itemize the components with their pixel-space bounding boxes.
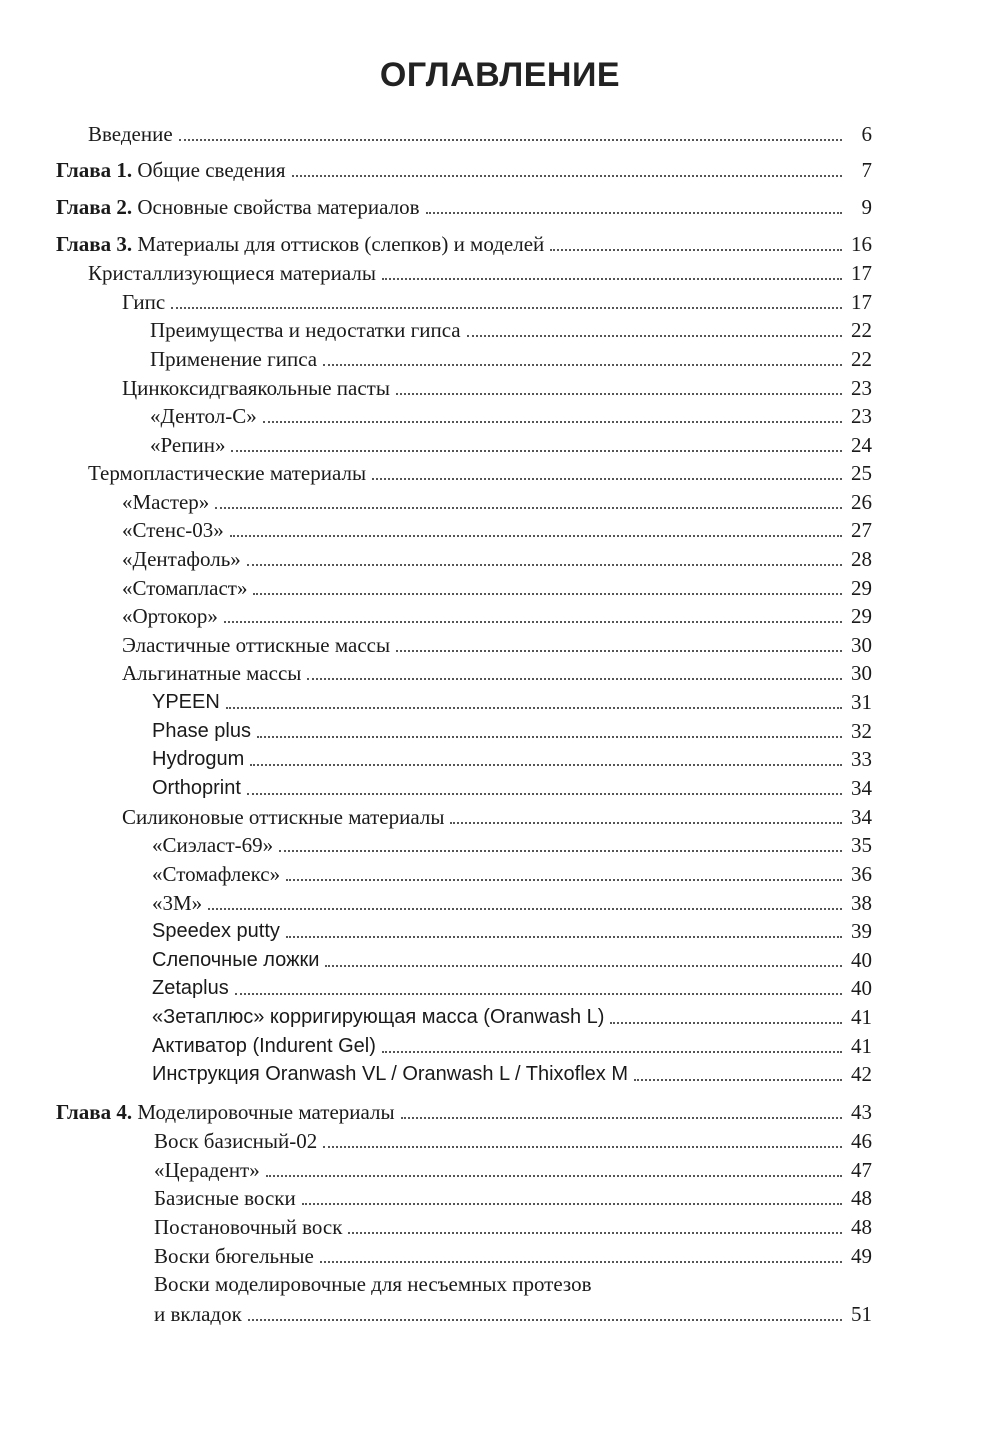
dot-leader (263, 421, 842, 423)
toc-entry[interactable] (122, 600, 872, 628)
toc-entry-page: 23 (851, 404, 872, 428)
toc-entry-title: Материалы для оттисков (слепков) и моделей (137, 232, 545, 256)
toc-entry-title: «Мастер» (122, 490, 210, 514)
toc-entry-title: Введение (88, 122, 173, 146)
toc-entry-title: Общие сведения (137, 158, 286, 182)
dot-leader (302, 1203, 842, 1205)
toc-entry-page: 22 (851, 347, 872, 371)
dot-leader (467, 335, 842, 337)
toc-entry-page: 23 (851, 376, 872, 400)
toc-entry-title: Гипс (122, 290, 166, 314)
toc-entry-title: Альгинатные массы (122, 661, 302, 685)
toc-entry-page: 28 (851, 547, 872, 571)
toc-entry-page: 51 (851, 1302, 872, 1326)
toc-entry[interactable] (154, 1240, 872, 1268)
dot-leader (247, 564, 842, 566)
dot-leader (224, 621, 842, 623)
toc-entry[interactable] (152, 944, 872, 972)
dot-leader (286, 936, 842, 938)
dot-leader (266, 1175, 842, 1177)
toc-entry[interactable] (152, 1058, 872, 1086)
toc-entry-title: Активатор (Indurent Gel) (152, 1035, 376, 1057)
toc-entry-page: 25 (851, 461, 872, 485)
toc-entry-title: «Дентол-С» (150, 404, 257, 428)
dot-leader (550, 249, 842, 251)
dot-leader (231, 450, 842, 452)
chapter-label: Глава 2. (56, 195, 133, 219)
toc-entry[interactable] (122, 801, 872, 829)
toc-entry-title: Моделировочные материалы (137, 1100, 395, 1124)
dot-leader (171, 307, 842, 309)
toc-entry-page: 30 (851, 633, 872, 657)
toc-entry[interactable] (122, 543, 872, 571)
toc-entry-title: и вкладок (154, 1302, 242, 1326)
toc-entry[interactable] (152, 715, 872, 743)
toc-entry-page: 22 (851, 318, 872, 342)
dot-leader (396, 650, 842, 652)
toc-entry[interactable] (150, 314, 872, 342)
toc-entry-title: Hydrogum (152, 748, 245, 770)
toc-entry[interactable] (122, 572, 872, 600)
dot-leader (226, 707, 842, 709)
dot-leader (257, 736, 842, 738)
toc-entry-page: 40 (851, 948, 872, 972)
dot-leader (348, 1232, 842, 1234)
toc-entry[interactable] (152, 743, 872, 771)
toc-entry-page: 36 (851, 862, 872, 886)
toc-entry-title: «Репин» (150, 433, 226, 457)
dot-leader (307, 678, 842, 680)
toc-entry-title: Speedex putty (152, 920, 280, 942)
toc-entry-chapter-4[interactable] (56, 1096, 872, 1124)
toc-entry-page: 32 (851, 719, 872, 743)
toc-entry-page: 39 (851, 919, 872, 943)
toc-entry-page: 31 (851, 690, 872, 714)
toc-entry-title: Эластичные оттискные массы (122, 633, 391, 657)
toc-entry-title: Orthoprint (152, 777, 241, 799)
dot-leader (250, 764, 842, 766)
toc-entry-title: Базисные воски (154, 1186, 296, 1210)
toc-entry-title: Воск базисный-02 (154, 1129, 318, 1153)
toc-entry[interactable] (152, 686, 872, 714)
toc-entry[interactable] (152, 887, 872, 915)
toc-entry-title: Термопластические материалы (88, 461, 367, 485)
dot-leader (323, 364, 842, 366)
toc-entry-page: 47 (851, 1158, 872, 1182)
toc-entry-title: «Стомафлекс» (152, 862, 281, 886)
dot-leader (279, 850, 842, 852)
toc-entry-page: 17 (851, 290, 872, 314)
toc-entry[interactable] (122, 629, 872, 657)
dot-leader (323, 1146, 842, 1148)
toc-entry-page: 29 (851, 604, 872, 628)
toc-entry[interactable] (122, 657, 872, 685)
toc-entry-page: 46 (851, 1129, 872, 1153)
dot-leader (320, 1261, 842, 1263)
toc-entry-page: 43 (851, 1100, 872, 1124)
toc-entry[interactable] (154, 1154, 872, 1182)
toc-entry[interactable] (150, 429, 872, 457)
dot-leader (208, 908, 842, 910)
toc-entry[interactable] (152, 1030, 872, 1058)
dot-leader (179, 139, 842, 141)
toc-entry[interactable] (154, 1298, 872, 1326)
dot-leader (426, 212, 842, 214)
toc-entry[interactable] (122, 372, 872, 400)
toc-entry-page: 41 (851, 1034, 872, 1058)
dot-leader (292, 175, 842, 177)
toc-entry-title: «Ортокор» (122, 604, 218, 628)
toc-entry-title: YPEEN (152, 691, 220, 713)
toc-entry-page: 26 (851, 490, 872, 514)
toc-entry-first-line[interactable]: Воски моделировочные для несъемных протезов (154, 1272, 592, 1296)
toc-entry-title: Цинкоксидгваякольные пасты (122, 376, 390, 400)
dot-leader (286, 879, 842, 881)
toc-entry-page: 41 (851, 1005, 872, 1029)
toc-entry-title: Применение гипса (150, 347, 318, 371)
dot-leader (253, 593, 842, 595)
toc-entry-title: «Зетаплюс» корригирующая масса (Oranwash L) (152, 1006, 605, 1028)
toc-entry-page: 35 (851, 833, 872, 857)
dot-leader (248, 1319, 842, 1321)
dot-leader (325, 965, 842, 967)
page-title: ОГЛАВЛЕНИЕ (379, 56, 621, 94)
toc-entry-chapter-3[interactable] (56, 228, 872, 256)
dot-leader (401, 1117, 842, 1119)
dot-leader (396, 393, 842, 395)
toc-entry-page: 29 (851, 576, 872, 600)
toc-entry-page: 34 (851, 805, 872, 829)
chapter-label: Глава 1. (56, 158, 133, 182)
toc-entry-title: Phase plus (152, 720, 251, 742)
toc-entry-title: Zetaplus (152, 977, 229, 999)
toc-entry[interactable] (154, 1125, 872, 1153)
toc-entry[interactable] (88, 457, 872, 485)
toc-entry-title: «Сиэласт-69» (152, 833, 274, 857)
toc-entry-chapter-2[interactable] (56, 191, 872, 219)
dot-leader (230, 535, 842, 537)
toc-entry-title: «3M» (152, 891, 203, 915)
toc-entry-page: 34 (851, 776, 872, 800)
toc-entry-title: Кристаллизующиеся материалы (88, 261, 376, 285)
toc-entry-page: 17 (851, 261, 872, 285)
toc-entry[interactable] (122, 286, 872, 314)
dot-leader (215, 507, 842, 509)
toc-entry-page: 6 (861, 122, 872, 146)
toc-entry-page: 49 (851, 1244, 872, 1268)
toc-entry-page: 24 (851, 433, 872, 457)
dot-leader (235, 993, 842, 995)
toc-entry-title: Инструкция Oranwash VL / Oranwash L / Thixoflex M (152, 1063, 628, 1085)
toc-entry[interactable] (122, 486, 872, 514)
toc-entry[interactable] (152, 972, 872, 1000)
toc-entry-title: Воски бюгельные (154, 1244, 314, 1268)
toc-entry[interactable] (154, 1182, 872, 1210)
toc-entry[interactable] (150, 343, 872, 371)
dot-leader (610, 1022, 842, 1024)
toc-entry-title: Силиконовые оттискные материалы (122, 805, 445, 829)
toc-entry[interactable] (88, 257, 872, 285)
toc-entry-title: Основные свойства материалов (137, 195, 420, 219)
toc-entry-page: 16 (851, 232, 872, 256)
toc-entry-page: 27 (851, 518, 872, 542)
toc-entry[interactable] (150, 400, 872, 428)
toc-entry-page: 30 (851, 661, 872, 685)
toc-entry-title: Постановочный воск (154, 1215, 343, 1239)
toc-entry[interactable] (154, 1211, 872, 1239)
dot-leader (372, 478, 842, 480)
toc-entry-title: «Стенс-03» (122, 518, 224, 542)
toc-entry[interactable] (152, 1001, 872, 1029)
chapter-label: Глава 3. (56, 232, 133, 256)
toc-entry[interactable] (152, 915, 872, 943)
dot-leader (382, 1051, 842, 1053)
toc-entry-title: «Стомапласт» (122, 576, 248, 600)
dot-leader (634, 1079, 842, 1081)
chapter-label: Глава 4. (56, 1100, 133, 1124)
toc-entry-page: 33 (851, 747, 872, 771)
toc-entry-page: 9 (861, 195, 872, 219)
dot-leader (382, 278, 842, 280)
toc-entry-page: 40 (851, 976, 872, 1000)
toc-entry-title: Слепочные ложки (152, 949, 320, 971)
toc-entry[interactable] (152, 858, 872, 886)
toc-entry[interactable] (122, 514, 872, 542)
dot-leader (450, 822, 842, 824)
toc-entry[interactable] (152, 772, 872, 800)
toc-entry-page: 38 (851, 891, 872, 915)
toc-entry-page: 42 (851, 1062, 872, 1086)
toc-entry-title: Преимущества и недостатки гипса (150, 318, 461, 342)
toc-entry-title: «Церадент» (154, 1158, 260, 1182)
toc-entry-title: «Дентафоль» (122, 547, 241, 571)
dot-leader (247, 793, 842, 795)
toc-entry[interactable] (152, 829, 872, 857)
toc-entry-page: 48 (851, 1186, 872, 1210)
toc-entry-chapter-1[interactable] (56, 154, 872, 182)
toc-entry-page: 48 (851, 1215, 872, 1239)
toc-entry-page: 7 (861, 158, 872, 182)
toc-entry-intro[interactable] (88, 118, 872, 146)
